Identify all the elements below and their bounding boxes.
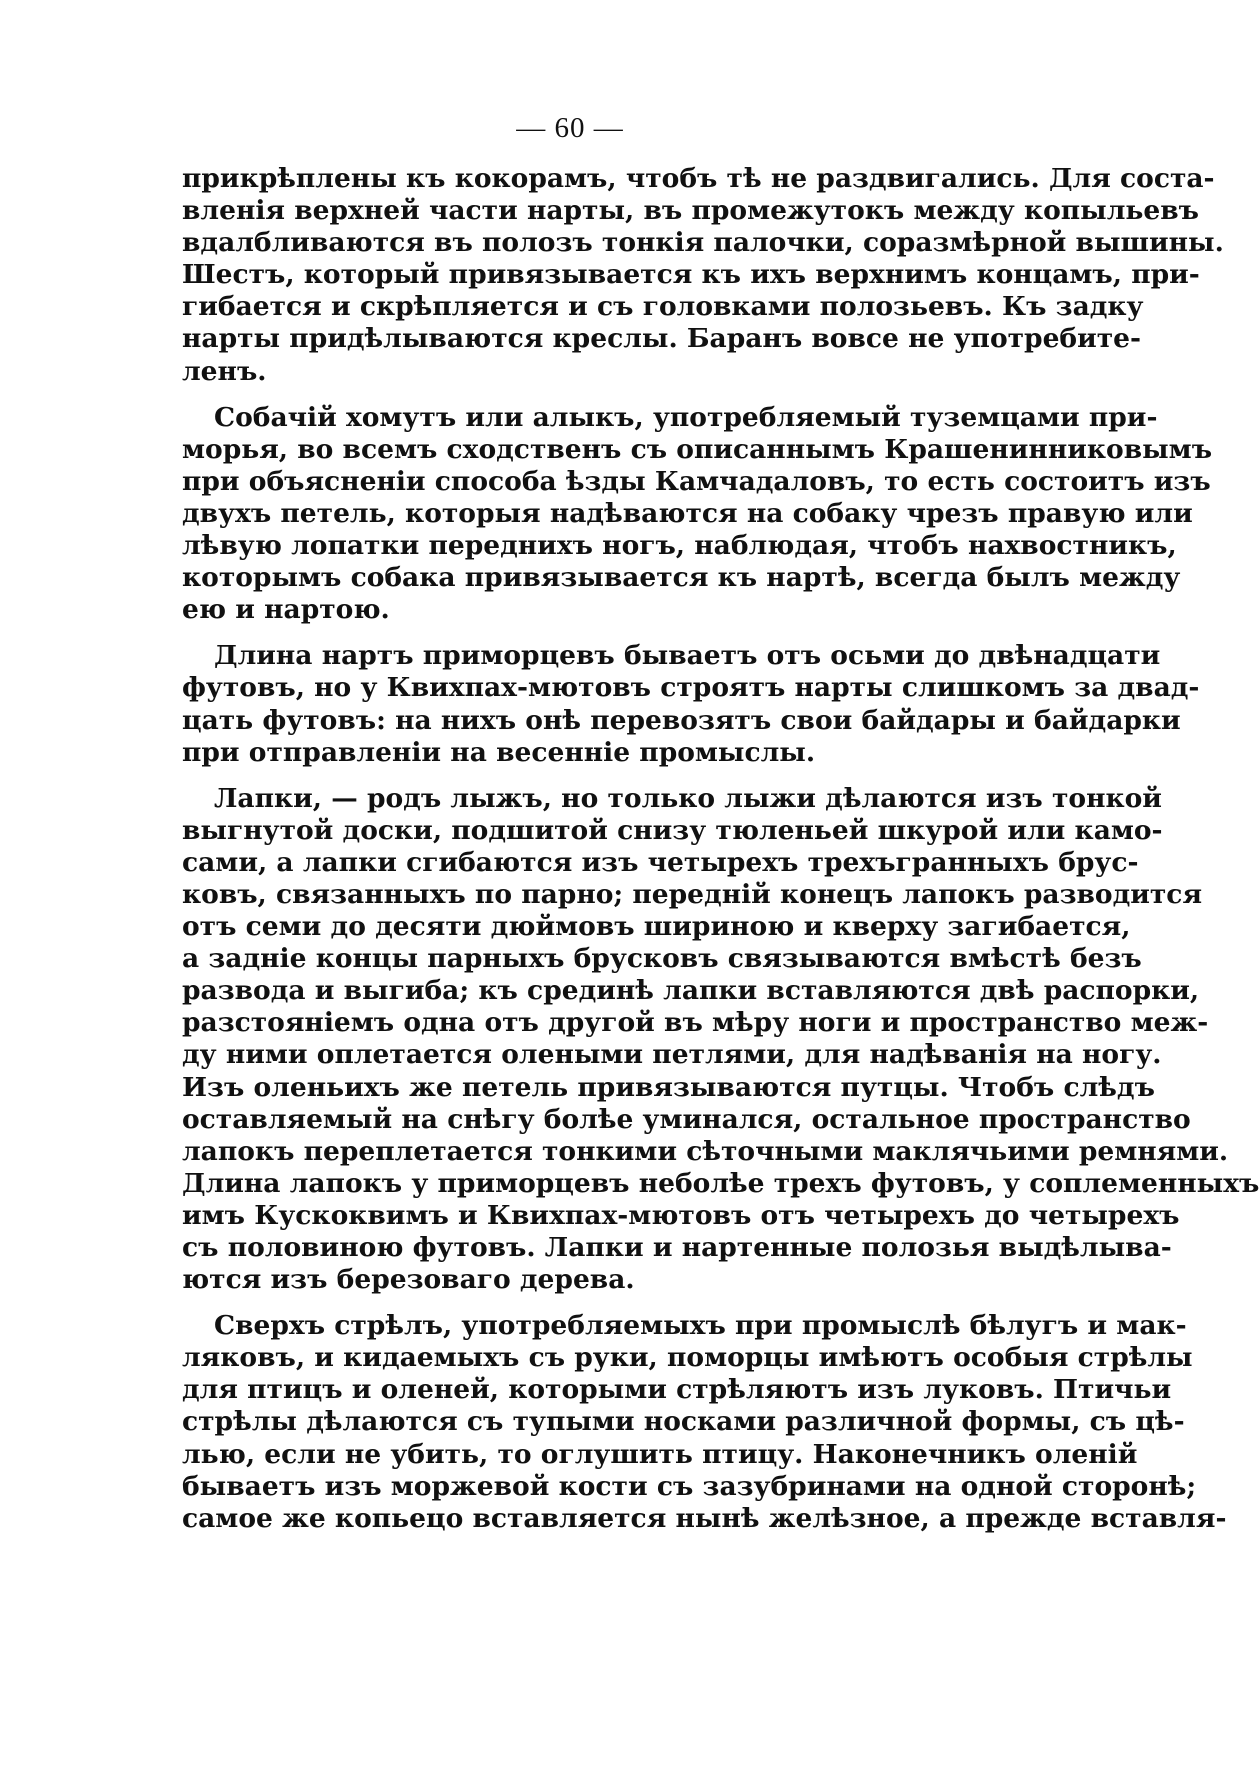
text-line: отъ семи до десяти дюймовъ шириною и кверху загибается,: [182, 911, 1131, 943]
paragraph: [182, 640, 1200, 768]
text-line: морья, во всемъ сходственъ съ описаннымъ Крашенинниковымъ: [182, 433, 1213, 465]
text-line: ляковъ, и кидаемыхъ съ руки, поморцы имѣютъ особыя стрѣлы: [182, 1342, 1193, 1374]
text-line: выгнутой доски, подшитой снизу тюленьей шкурой или камо-: [182, 814, 1163, 846]
text-line: прикрѣплены къ кокорамъ, чтобъ тѣ не раздвигались. Для соста-: [182, 163, 1215, 194]
paragraph: [182, 1310, 1227, 1535]
text-line: при объясненіи способа ѣзды Камчадаловъ, то есть состоитъ изъ: [182, 465, 1211, 497]
paragraph: [182, 401, 1213, 627]
text-line: Длина нартъ приморцевъ бываетъ отъ осьми до двѣнадцати: [214, 640, 1161, 672]
paragraph-gap: [182, 626, 1062, 640]
paragraph-gap: [182, 769, 1062, 783]
paragraph-gap: [182, 388, 1062, 402]
text-line: разстояніемъ одна отъ другой въ мѣру ноги и пространство меж-: [182, 1007, 1209, 1039]
text-line: бываетъ изъ моржевой кости съ зазубринами на одной сторонѣ;: [182, 1470, 1197, 1502]
text-line: Изъ оленьихъ же петель привязываются путцы. Чтобъ слѣдъ: [182, 1071, 1155, 1103]
text-line: Длина лапокъ у приморцевъ неболѣе трехъ футовъ, у соплеменныхъ: [182, 1167, 1259, 1199]
text-line: лѣвую лопатки переднихъ ногъ, наблюдая, чтобъ нахвостникъ,: [182, 530, 1177, 562]
text-line: ковъ, связанныхъ по парно; передній конецъ лапокъ разводится: [182, 878, 1203, 910]
paragraph: [182, 163, 1224, 388]
text-line: двухъ петель, которыя надѣваются на собаку чрезъ правую или: [182, 497, 1193, 529]
text-line: при отправленіи на весенніе промыслы.: [182, 736, 816, 768]
text-line: лью, если не убить, то оглушить птицу. Наконечникъ оленій: [182, 1438, 1138, 1470]
text-line: цать футовъ: на нихъ онѣ перевозятъ свои байдары и байдарки: [182, 704, 1181, 736]
text-line: оставляемый на снѣгу болѣе уминался, остальное пространство: [182, 1103, 1191, 1135]
text-line: вленія верхней части нарты, въ промежутокъ между копыльевъ: [182, 195, 1199, 227]
text-line: Собачій хомутъ или алыкъ, употребляемый туземцами при-: [214, 401, 1158, 433]
text-line: лапокъ переплетается тонкими сѣточными маклячьими ремнями.: [182, 1135, 1229, 1167]
text-line: ею и нартою.: [182, 594, 390, 626]
text-line: съ половиною футовъ. Лапки и нартенные полозья выдѣлыва-: [182, 1232, 1172, 1263]
text-line: ются изъ березоваго дерева.: [182, 1264, 635, 1296]
text-line: а задніе концы парныхъ брусковъ связываются вмѣстѣ безъ: [182, 943, 1142, 975]
text-line: Сверхъ стрѣлъ, употребляемыхъ при промыслѣ бѣлугъ и мак-: [214, 1310, 1187, 1342]
text-line: нарты придѣлываются креслы. Баранъ вовсе не употребите-: [182, 323, 1142, 355]
body-text: [182, 163, 1259, 1535]
paragraph-gap: [182, 1296, 1062, 1310]
text-line: имъ Кускоквимъ и Квихпах-мютовъ отъ четырехъ до четырехъ: [182, 1199, 1180, 1231]
page-number: — 60 —: [516, 112, 624, 144]
text-line: развода и выгиба; къ срединѣ лапки вставляются двѣ распорки,: [182, 975, 1200, 1007]
text-line: ленъ.: [182, 355, 267, 387]
text-line: вдалбливаются въ полозъ тонкія палочки, соразмѣрной вышины.: [182, 227, 1224, 259]
text-line: гибается и скрѣпляется и съ головками полозьевъ. Къ задку: [182, 291, 1144, 323]
text-line: для птицъ и оленей, которыми стрѣляютъ изъ луковъ. Птичьи: [182, 1374, 1172, 1406]
text-line: которымъ собака привязывается къ нартѣ, всегда былъ между: [182, 562, 1181, 594]
text-line: самое же копьецо вставляется нынѣ желѣзное, а прежде вставля-: [182, 1502, 1227, 1534]
text-line: Шестъ, который привязывается къ ихъ верхнимъ концамъ, при-: [182, 259, 1200, 291]
text-line: ду ними оплетается олеными петлями, для надѣванія на ногу.: [182, 1039, 1162, 1071]
text-line: Лапки, — родъ лыжъ, но только лыжи дѣлаются изъ тонкой: [214, 782, 1162, 814]
text-line: футовъ, но у Квихпах-мютовъ строятъ нарты слишкомъ за двад-: [182, 672, 1200, 704]
text-line: сами, а лапки сгибаются изъ четырехъ трехъгранныхъ брус-: [182, 846, 1139, 878]
text-line: стрѣлы дѣлаются съ тупыми носками различной формы, съ цѣ-: [182, 1406, 1185, 1438]
paragraph: [182, 782, 1259, 1297]
